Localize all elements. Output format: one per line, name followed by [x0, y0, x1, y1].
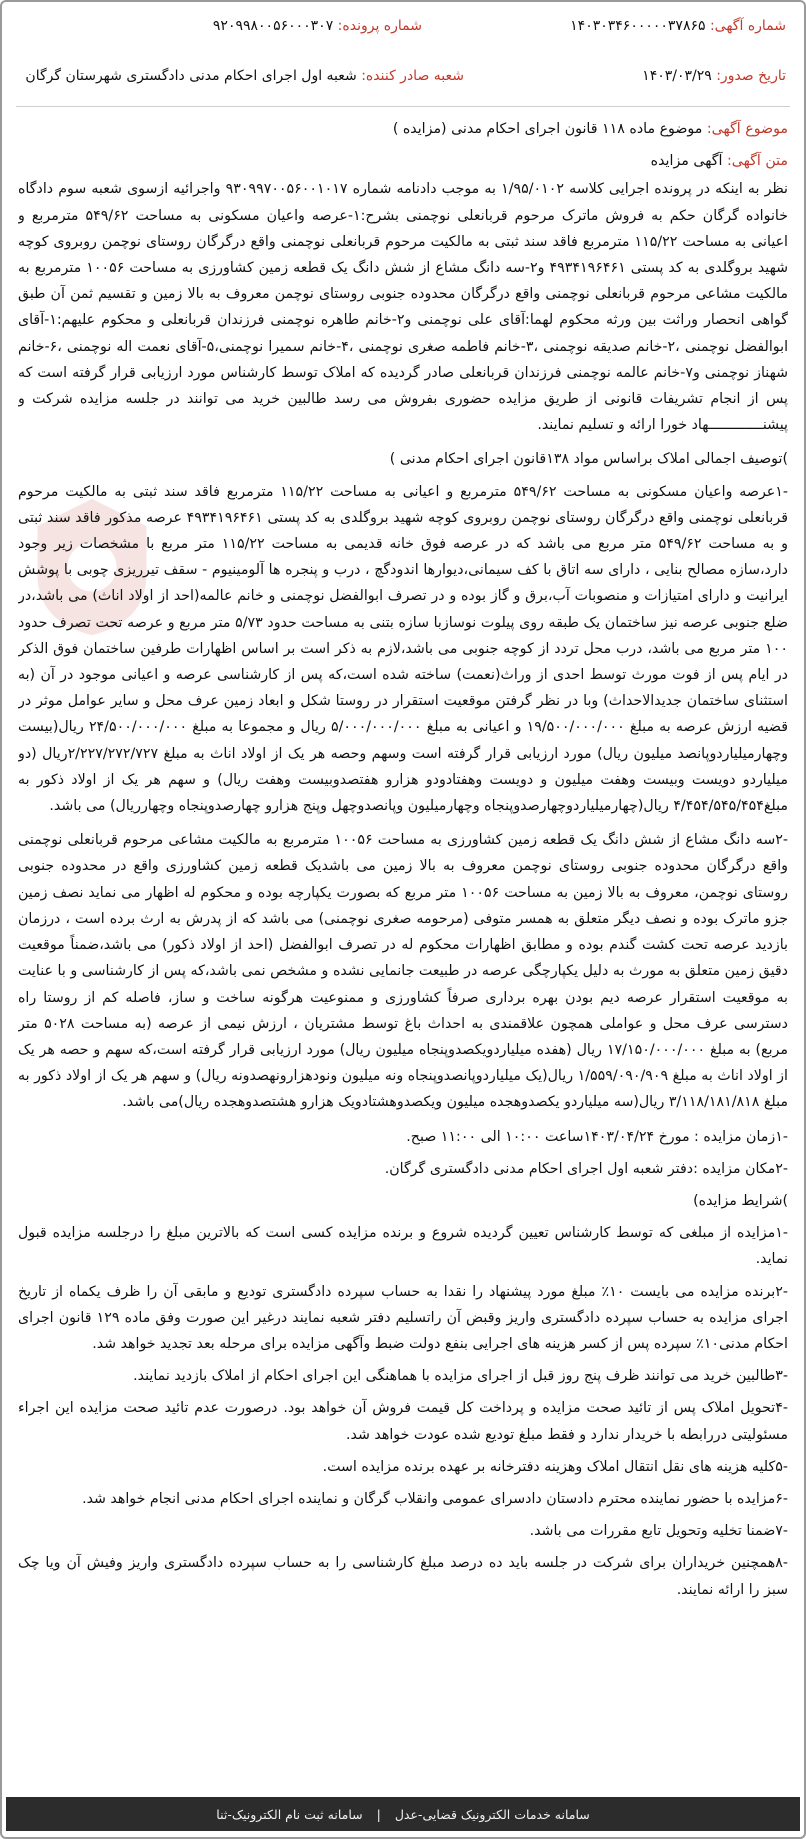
condition-1: -۱مزایده از مبلغی که توسط کارشناس تعیین گردیده شروع و برنده مزایده کسی است که بالاترین مبلغ را درجلسه مزایده قبول نماید.: [18, 1225, 788, 1268]
condition-5: -۵کلیه هزینه های نقل انتقال املاک وهزینه دفترخانه بر عهده برنده مزایده است.: [322, 1458, 788, 1475]
footer-link-adl[interactable]: سامانه خدمات الکترونیک قضایی-عدل: [394, 1806, 590, 1822]
body-title-value: آگهی مزایده: [650, 153, 723, 170]
case-number: ۹۲۰۹۹۸۰۰۵۶۰۰۰۳۰۷: [212, 18, 334, 34]
case-number-row: [213, 18, 422, 34]
subject-row: [18, 116, 788, 142]
condition-2: -۲برنده مزایده می بایست ۱۰٪ مبلغ مورد پیشنهاد را نقدا به حساب سپرده دادگستری تودیع و مابقی آن را ظرف یکماه از تاریخ اجرای مزایده به حساب سپرده دادگستری واریز وقبض آن راتسلیم دفتر شعبه نمایند درغیر این صورت وفق ماده ۱۲۹ قانون اجرای احکام مدنی۱۰٪ سپرده پس از کسر هزینه های اجرایی بنفع دولت ضبط وآگهی مزایده برای مرحله بعد تجدید خواهد شد.: [18, 1283, 788, 1352]
property-1-description: -۱عرصه واعیان مسکونی به مساحت ۵۴۹/۶۲ مترمربع و اعیانی به مساحت ۱۱۵/۲۲ مترمربع فاقد سند ثبتی به مالکیت مرحوم قربانعلی نوچمنی واقع درگرگان روستای نوچمن روبروی کوچه شهید بروگلدی به کد پستی ۴۹۳۴۱۹۶۴۶۱ عرصه مذکور فاقد سند ثبتی و به مساحت ۵۴۹/۶۲ متر مربع می باشد که در عرصه فوق خانه قدیمی به مساحت ۱۱۵/۲۲ متر مربع با مشخصات زیر وجود دارد،سازه مصالح بنایی ، دارای سه اتاق با کف سیمانی،دیوارها اندودگچ ، درب و پنجره ها آلومینیوم - سقف تیرریزی چوبی با پوشش ایرانیت و دارای امتیازات و منصوبات آب،برق و گاز بوده و در تصرف ابوالفضل نوچمنی و خانم عالمه(احد از اولاد اناث) می باشد،در ضلع جنوبی عرصه نیز ساختمان یک طبقه روی پیلوت نوسازبا سازه بتنی به مساحت حدود ۵/۷۳ متر مربع و عرصه تحت تصرف حدود ۱۰۰ متر مربع می باشد، درب محل تردد از کوچه جنوبی می باشد،لازم به ذکر است بر اساس اظهارات طرفین ساختمان فوق الذکر در ایام پس از فوت مورث توسط احدی از وراث(نعمت) ساخته شده است،که پس از کارشناسی عرصه و اعیانی موجود در آن (به استثنای ساختمان جدیدالاحداث) وبا در نظر گرفتن موقعیت استقرار در روستا شکل و ابعاد زمین عرف محل و سایر عوامل موثر در قضیه ارزش عرصه به مبلغ ۱۹/۵۰۰/۰۰۰/۰۰۰ و اعیانی به مبلغ ۵/۰۰۰/۰۰۰/۰۰۰ ریال و مجموعا به مبلغ ۲۴/۵۰۰/۰۰۰/۰۰۰ ریال(بیست وچهارمیلیاردوپانصد میلیون ریال) مورد ارزیابی قرار گرفته است وسهم وحصه هر یک از اولاد اناث به مبلغ ۲/۲۲۷/۲۷۲/۷۲۷ریال (دو میلیاردو دویست وبیست وهفت میلیون و دویست وهفتادودو هزارو هفتصدوبیست وهفت ریال) و سهم هر یک از اولاد ذکور به مبلغ۴/۴۵۴/۵۴۵/۴۵۴ ریال(چهارمیلیاردوچهارصدوپنجاه وچهارمیلیون وپانصدوچهل وپنج هزارو چهارصدوپنجاه وچهارریال) می باشد.: [18, 483, 788, 815]
condition-6: -۶مزایده با حضور نماینده محترم دادستان دادسرای عمومی وانقلاب گرگان و نماینده اجرای احکام مدنی انجام خواهد شد.: [82, 1490, 788, 1507]
issuing-branch: شعبه اول اجرای احکام مدنی دادگستری شهرستان گرگان: [25, 68, 357, 84]
issuing-branch-row: [25, 68, 464, 84]
issue-date-row: [642, 68, 786, 84]
condition-3: -۳طالبین خرید می توانند ظرف پنج روز قبل از اجرای مزایده با هماهنگی این اجرای احکام از املاک بازدید نمایند.: [133, 1368, 788, 1385]
ad-number: ۱۴۰۳۰۳۴۶۰۰۰۰۰۳۷۸۶۵: [570, 18, 706, 34]
footer-link-sana[interactable]: سامانه ثبت نام الکترونیک-ثنا: [216, 1806, 363, 1822]
header-divider: [16, 106, 790, 107]
case-number-label: شماره پرونده:: [337, 18, 422, 34]
header: [2, 2, 804, 110]
subject-label: موضوع آگهی:: [706, 121, 788, 137]
conditions-heading: )شرایط مزایده): [693, 1192, 788, 1209]
condition-8: -۸همچنین خریداران برای شرکت در جلسه باید ده درصد مبلغ کارشناسی را به حساب سپرده دادگستری واریز وفیش آن ویا چک سبز را ارائه نمایند.: [18, 1555, 788, 1598]
issue-date-label: تاریخ صدور:: [716, 68, 786, 84]
condition-4: -۴تحویل املاک پس از تائید صحت مزایده و پرداخت کل قیمت فروش آن خواهد بود. درصورت عدم تائید صحت مزایده این اجراء مسئولیتی دررابطه با خریدار ندارد و فقط مبلغ تودیع شده عودت خواهد شد.: [18, 1400, 788, 1443]
subject-value: موضوع ماده ۱۱۸ قانون اجرای احکام مدنی (مزایده ): [392, 121, 703, 137]
auction-location: -۲مکان مزایده :دفتر شعبه اول اجرای احکام مدنی دادگستری گرگان.: [384, 1160, 788, 1177]
footer-divider: |: [376, 1806, 381, 1822]
auction-time: -۱زمان مزایده : مورخ ۱۴۰۳/۰۴/۲۴ساعت ۱۰:۰۰ الی ۱۱:۰۰ صبح.: [406, 1128, 788, 1145]
property-2-description: -۲سه دانگ مشاع از شش دانگ یک قطعه زمین کشاورزی به مساحت ۱۰۰۵۶ مترمربع به مالکیت مشاعی مرحوم قربانعلی نوچمنی واقع درگرگان محدوده جنوبی روستای نوچمن معروف به بالا زمین می باشدیک قطعه زمین کشاورزی واقع در محدوده جنوبی روستای نوچمن، معروف به بالا زمین به مساحت ۱۰۰۵۶ متر مربع که بصورت یکپارچه بوده و محکوم له اظهار می نماید نصف زمین جزو ماترک بوده و نصف دیگر متعلق به همسر متوفی (مرحومه صغری نوچمنی) می باشد که از پدرش به ارث برده است ، درزمان بازدید عرصه تحت کشت گندم بوده و مطابق اظهارات محکوم له در تصرف ابوالفضل (احد از اولاد ذکور) می باشد،ضمناً موقعیت دقیق زمین متعلق به مورث به دلیل یکپارچگی عرصه در طبیعت جانمایی نشده و مشخص نمی باشد،که پس از کارشناسی و با عنایت به موقعیت استقرار عرصه دیم بودن بهره برداری صرفاً کشاورزی و ممنوعیت هرگونه ساخت و ساز، فاصله کم از روستا راه دسترسی عرف محل و عواملی همچون علاقمندی به احداث باغ توسط مشتریان ، ارزش نیمی از عرصه (به مساحت ۵۰۲۸ متر مربع) به مبلغ ۱۷/۱۵۰/۰۰۰/۰۰۰ ریال (هفده میلیاردویکصدوپنجاه میلیون ریال) مورد ارزیابی قرار گرفته است،که سهم و حصه هر یک از اولاد اناث به مبلغ ۱/۵۵۹/۰۹۰/۹۰۹ ریال(یک میلیاردوپانصدوپنجاه ونه میلیون ونودهزارونهصدونه ریال) و سهم هر یک از اولاد ذکور به مبلغ ۳/۱۱۸/۱۸۱/۸۱۸ ریال(سه میلیاردو یکصدوهجده میلیون ویکصدوهشتادویک هزارو هشتصدوهجده ریال)می باشد.: [18, 832, 788, 1111]
ad-number-row: [570, 18, 786, 34]
body-title-row: [18, 148, 788, 174]
footer-bar: [6, 1797, 800, 1831]
body-title-label: متن آگهی:: [726, 153, 788, 170]
intro-paragraph: نظر به اینکه در پرونده اجرایی کلاسه ۱/۹۵/۰۱۰۲ به موجب دادنامه شماره ۹۳۰۹۹۷۰۰۵۶۰۰۱۰۱۷ واجرائیه ازسوی شعبه سوم دادگاه خانواده گرگان حکم به فروش ماترک مرحوم قربانعلی نوچمنی بشرح:۱-عرصه واعیان مسکونی به مساحت ۵۴۹/۶۲ مترمربع و اعیانی به مساحت ۱۱۵/۲۲ مترمربع فاقد سند ثبتی به مالکیت مرحوم قربانعلی نوچمنی واقع درگرگان روستای نوچمن روبروی کوچه شهید بروگلدی به کد پستی ۴۹۳۴۱۹۶۴۶۱ و۲-سه دانگ مشاع از شش دانگ یک قطعه زمین کشاورزی به مساحت ۱۰۰۵۶ مترمربع به مالکیت مشاعی مرحوم قربانعلی نوچمنی واقع درگرگان محدوده جنوبی روستای نوچمن معروف به بالا زمین و تقسیم ثمن آن طبق گواهی انحصار وراثت بین ورثه محکوم لهما:آقای علی نوچمنی و۲-خانم طاهره نوچمنی فرزندان قربانعلی و محکوم علیهم:۱-آقای ابوالفضل نوچمنی ،۲-خانم صدیقه نوچمنی ،۳-خانم فاطمه صغری نوچمنی ،۴-خانم سمیرا نوچمنی،۵-آقای نعمت اله نوچمنی ،۶-خانم شهناز نوچمنی و۷-خانم عالمه نوچمنی فرزندان قربانعلی صادر گردیده که املاک توسط کارشناس مورد ارزیابی قرار گرفته است که پس از انجام تشریفات قانونی از طریق مزایده حضوری بفروش می رسد طالبین خرید می توانند در جلسه مزایده شرکت و پیشنـــــــــــــهاد خورا ارائه و تسلیم نمایند.: [18, 181, 788, 434]
issue-date: ۱۴۰۳/۰۳/۲۹: [642, 68, 712, 84]
description-heading: )توصیف اجمالی املاک براساس مواد ۱۳۸قانون اجرای احکام مدنی ): [389, 451, 788, 468]
ad-number-label: شماره آگهی:: [709, 18, 786, 34]
announcement-body: [18, 116, 788, 1779]
issuing-branch-label: شعبه صادر کننده:: [361, 68, 464, 84]
condition-7: -۷ضمنا تخلیه وتحویل تابع مقررات می باشد.: [529, 1523, 788, 1540]
